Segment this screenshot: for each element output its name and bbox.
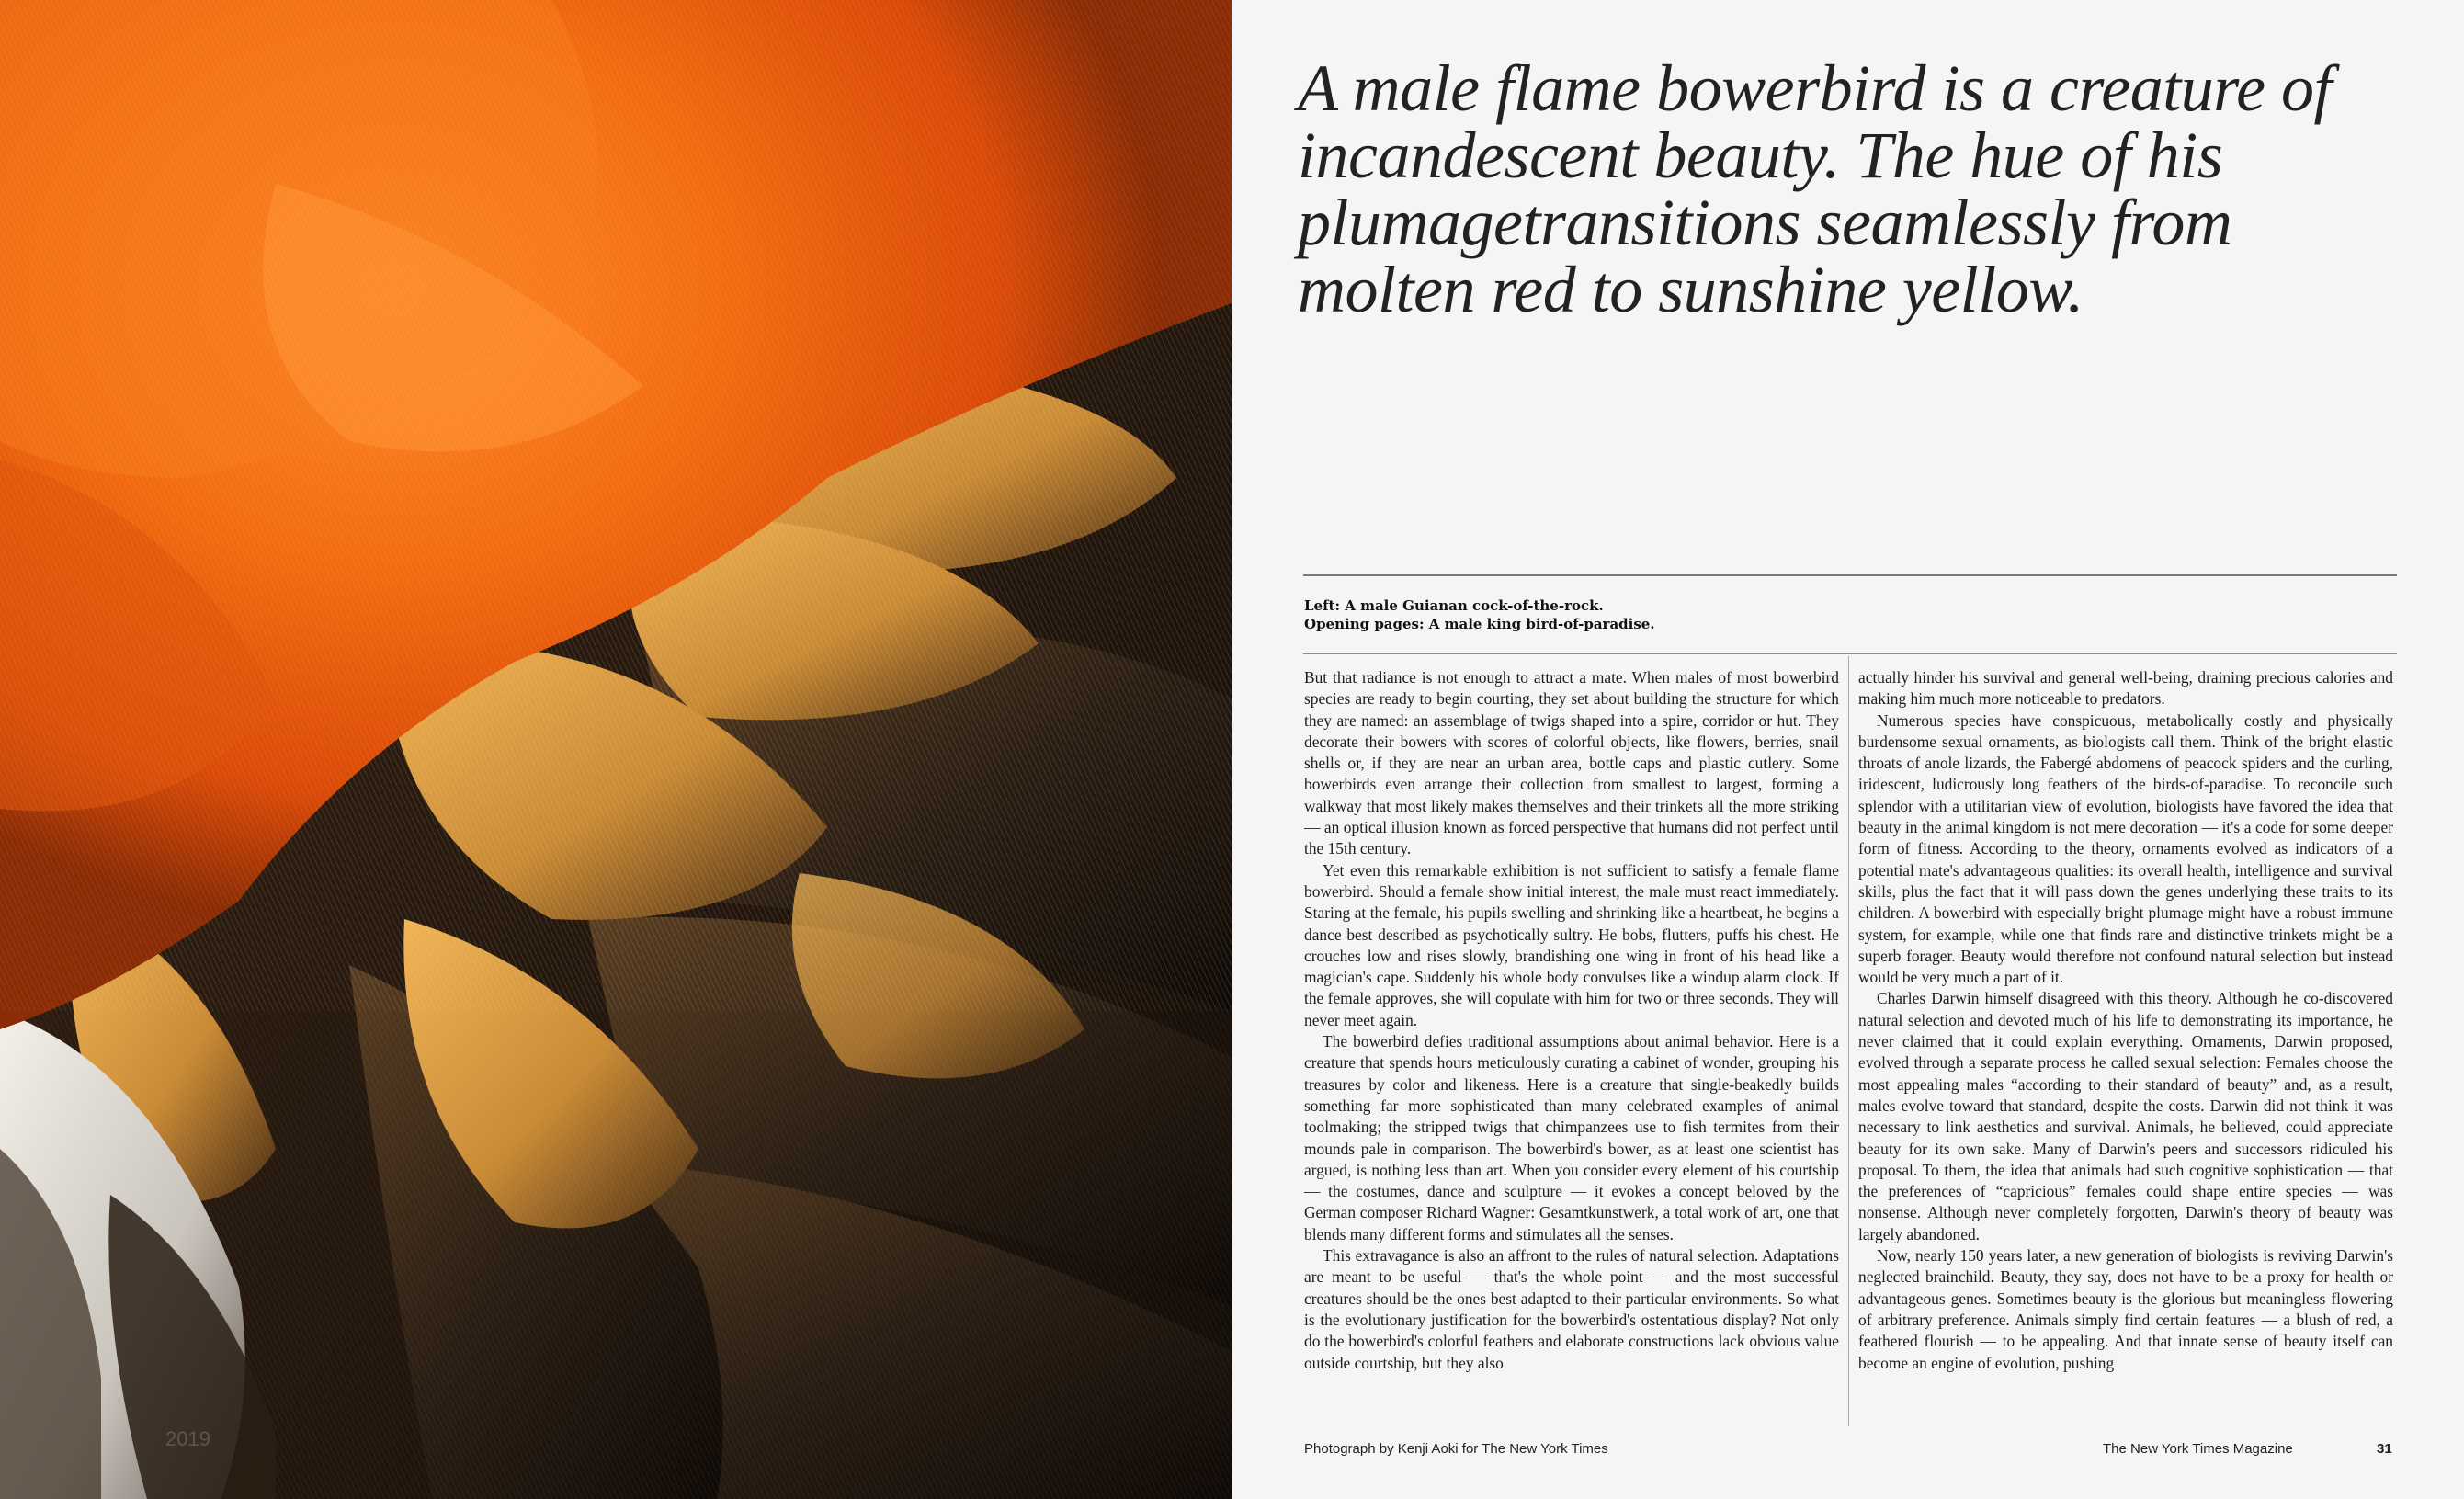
paragraph: The bowerbird defies traditional assumptions about animal behavior. Here is a creature that spends hours meticulously curating a cabinet of wonder, grouping his treasures by color and likeness. Here is a creature that single-beakedly builds something far more sophisticated than many celebrated examples of animal toolmaking; the stripped twigs that chimpanzees use to fish termites from their mounds pale in comparison. The bowerbird's bower, as at least one scientist has argued, is nothing less than art. When you consider every element of his courtship — the costumes, dance and sculpture — it evokes a concept beloved by the German composer Richard Wagner: Gesamtkunstwerk, a total work of art, one that blends many different forms and stimulates all the senses.: [1304, 1032, 1839, 1243]
photo-credit: Photograph by Kenji Aoki for The New York Times: [1304, 1441, 1608, 1457]
paragraph: Charles Darwin himself disagreed with this theory. Although he co-discovered natural selection and devoted much of his life to demonstrating its importance, he never claimed that it could explain everything. Ornaments, Darwin proposed, evolved through a separate process he called sexual selection: Females choose the most appealing males “according to their standard of beauty” and, as a result, males evolve toward that standard, despite the costs. Darwin did not think it was necessary to link aesthetics and survival. Animals, he believed, could appreciate beauty for its own sake. Many of Darwin's peers and successors ridiculed his proposal. To them, the idea that animals had such cognitive sophistication — that the preferences of “capricious” females could shape entire species — was nonsense. Although never completely forgotten, Darwin's theory of beauty was largely abandoned.: [1858, 989, 2393, 1243]
caption-opening-pages: Opening pages: A male king bird-of-paradise.: [1304, 616, 1655, 632]
paragraph: This extravagance is also an affront to the rules of natural selection. Adaptations are meant to be useful — that's the whole point — and the most successful creatures should be the ones best adapted to their particular environments. So what is the evolutionary justification for the bowerbird's ostentatious display? Not only do the bowerbird's colorful feathers and elaborate constructions lack obvious value outside courtship, but they also: [1304, 1246, 1839, 1372]
article-column-left: [1304, 667, 1839, 1421]
paragraph: Yet even this remarkable exhibition is not sufficient to satisfy a female flame bowerbird. Should a female show initial interest, the male must react immediately. Staring at the female, his pupils swelling and shrinking like a heartbeat, he begins a dance best described as psychotically sultry. He bobs, flutters, puffs his chest. He crouches low and rises slowly, brandishing one wing in front of his head like a magician's cape. Suddenly his whole body convulses like a windup alarm clock. If the female approves, she will copulate with him for two or three seconds. They will never meet again.: [1304, 860, 1839, 1029]
caption-divider: [1303, 653, 2397, 654]
photo-captions: [1304, 596, 1655, 633]
paragraph: But that radiance is not enough to attract a mate. When males of most bowerbird species are ready to begin courting, they set about building the structure for which they are named: an assemblage of twigs shaped into a spire, corridor or hut. They decorate their bowers with scores of colorful objects, like flowers, berries, snail shells or, if they are near an urban area, bottle caps and plastic cutlery. Some bowerbirds even arrange their collection from smallest to largest, forming a walkway that most likely makes themselves and their trinkets all the more striking — an optical illusion known as forced perspective that humans did not perfect until the 15th century.: [1304, 668, 1839, 858]
top-divider: [1303, 574, 2397, 576]
article-page: [1232, 0, 2464, 1499]
pull-quote: A male flame bowerbird is a creature of incandescent beauty. The hue of his plumagetransitions seamlessly from molten red to sunshine yellow.: [1298, 51, 2333, 326]
magazine-name: The New York Times Magazine: [2103, 1441, 2293, 1457]
paragraph: Now, nearly 150 years later, a new generation of biologists is reviving Darwin's neglected brainchild. Beauty, they say, does not have to be a proxy for health or advantageous genes. Sometimes beauty is the glorious but meaningless flowering of arbitrary preference. Animals simply find certain features — a blush of red, a feathered flourish — to be appealing. And that innate sense of beauty itself can become an engine of evolution, pushing: [1858, 1246, 2393, 1372]
page-number: 31: [2377, 1441, 2392, 1457]
article-column-right: [1858, 667, 2393, 1421]
photo-watermark-text: 2019: [165, 1427, 210, 1450]
column-divider: [1848, 656, 1849, 1426]
paragraph: Numerous species have conspicuous, metabolically costly and physically burdensome sexual ornaments, as biologists call them. Think of the bright elastic throats of anole lizards, the Fabergé abdomens of peacock spiders and the curling, iridescent, ludicrously long feathers of the birds-of-paradise. To reconcile such splendor with a utilitarian view of evolution, biologists have favored the idea that beauty in the animal kingdom is not mere decoration — it's a code for some deeper form of fitness. According to the theory, ornaments evolved as indicators of a potential mate's advantageous qualities: its overall health, intelligence and survival skills, plus the fact that it will pass down the genes underlying these traits to its children. A bowerbird with especially bright plumage might have a robust immune system, for example, while one that finds rare and distinctive trinkets might be a superb forager. Beauty would therefore not confound natural selection but instead would be very much a part of it.: [1858, 710, 2393, 987]
paragraph: actually hinder his survival and general well-being, draining precious calories and making him much more noticeable to predators.: [1858, 668, 2393, 709]
orange-plumage: [0, 0, 1232, 1029]
caption-left-photo: Left: A male Guianan cock-of-the-rock.: [1304, 597, 1604, 614]
